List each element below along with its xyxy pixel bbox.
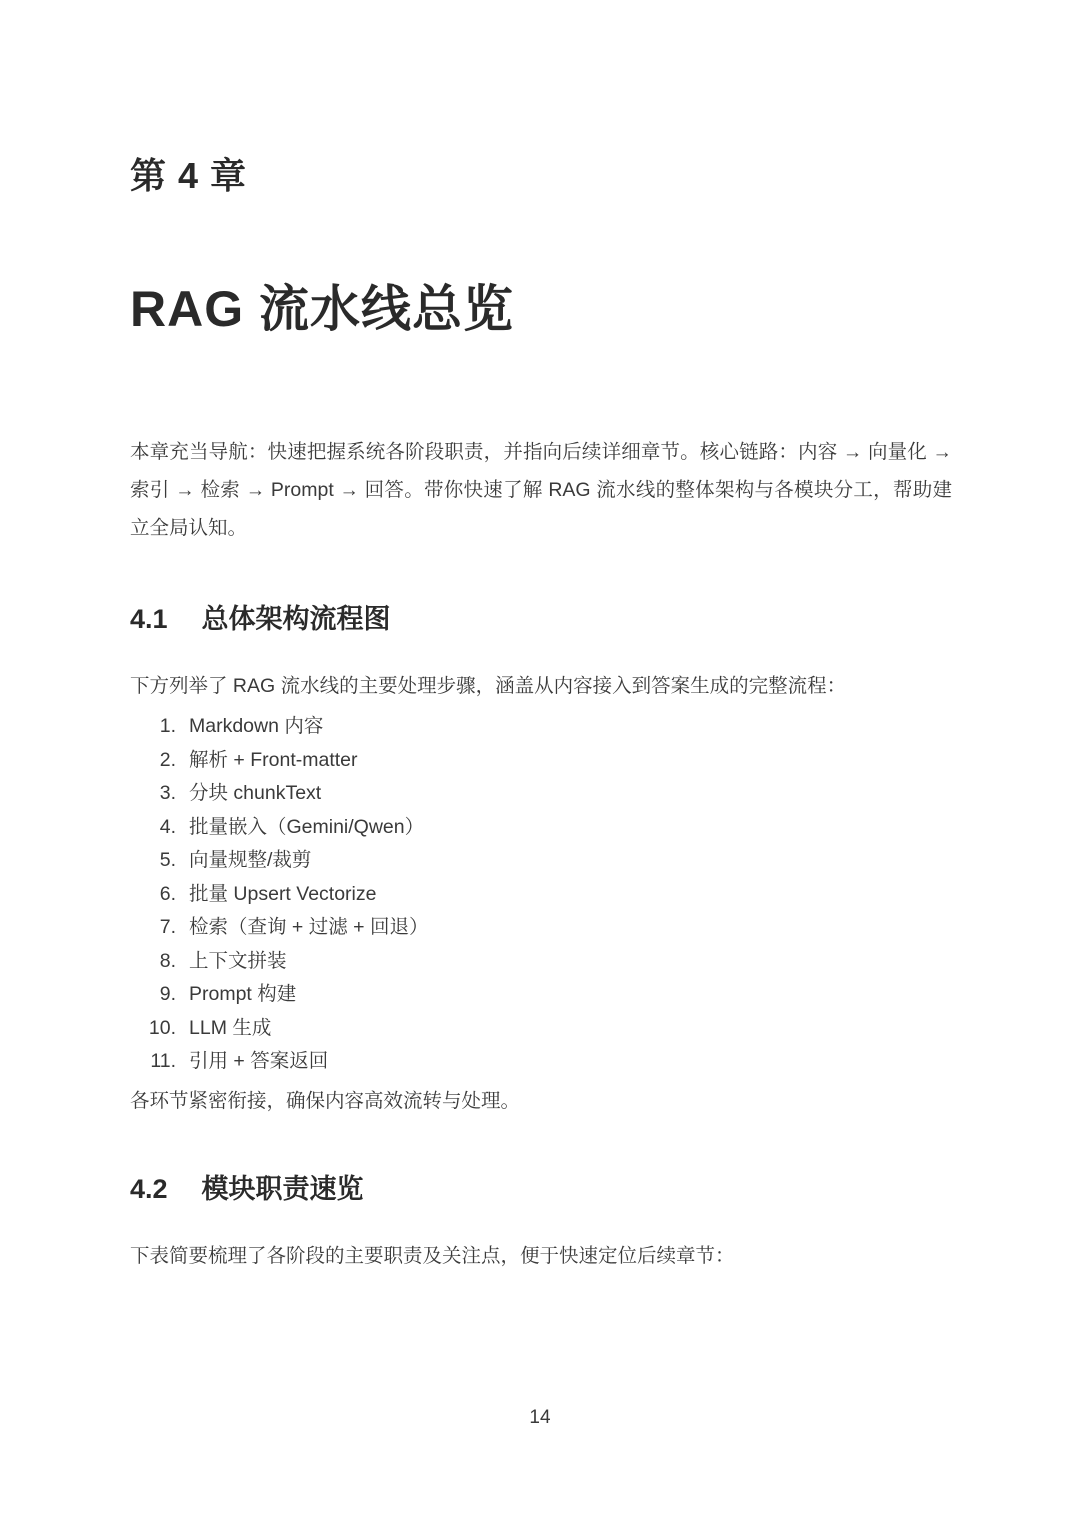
list-item: [130, 978, 952, 1012]
list-item-text: 检索（查询 + 过滤 + 回退）: [189, 916, 429, 938]
section-4-1-title: 总体架构流程图: [201, 604, 391, 634]
list-item: [130, 811, 952, 845]
list-item-number: 2.: [159, 748, 176, 771]
list-item-number: 9.: [159, 983, 176, 1005]
list-item-text: 引用 + 答案返回: [189, 1050, 329, 1072]
list-item-text: Markdown 内容: [189, 715, 324, 737]
list-item-number: 6.: [159, 882, 176, 905]
section-4-1-outro-paragraph: 各环节紧密衔接，确保内容高效流转与处理。: [130, 1089, 521, 1112]
list-item: [130, 945, 952, 979]
list-item: [130, 911, 952, 945]
list-item-number: 7.: [159, 916, 176, 938]
list-item: [130, 844, 952, 878]
list-item: [130, 777, 952, 811]
section-4-2-heading: [130, 1167, 952, 1206]
section-4-1-heading: [130, 597, 952, 636]
list-item-number: 8.: [159, 949, 176, 972]
section-4-2-number: 4.2: [130, 1173, 168, 1204]
list-item-text: Prompt 构建: [189, 983, 297, 1005]
list-item-text: 分块 chunkText: [189, 782, 322, 804]
list-item: [130, 744, 952, 778]
list-item: [130, 878, 952, 912]
list-item: [130, 710, 952, 744]
list-item-text: 批量嵌入（Gemini/Qwen）: [189, 815, 425, 838]
list-item-text: 上下文拼装: [189, 949, 287, 972]
section-4-2-title: 模块职责速览: [201, 1173, 364, 1204]
list-item-number: 1.: [159, 715, 176, 737]
section-4-1-number: 4.1: [130, 604, 168, 634]
chapter-intro-paragraph: 本章充当导航：快速把握系统各阶段职责，并指向后续详细章节。核心链路：内容 → 向量化 → 索引 → 检索 → Prompt → 回答。带你快速了解 RAG 流水线的整体架构与各模块分工，帮助建立全局认知。: [130, 441, 952, 539]
list-item-text: 解析 + Front-matter: [189, 748, 358, 771]
chapter-label: 第 4 章: [130, 155, 248, 196]
list-item-number: 10.: [148, 1016, 176, 1039]
list-item-text: 批量 Upsert Vectorize: [189, 882, 377, 905]
list-item-number: 11.: [150, 1050, 176, 1072]
chapter-title: RAG 流水线总览: [130, 281, 514, 337]
list-item: [130, 1045, 952, 1079]
list-item-number: 5.: [159, 849, 176, 871]
list-item-text: LLM 生成: [189, 1016, 272, 1039]
page-number: 14: [529, 1407, 551, 1428]
section-4-1-lead-paragraph: 下方列举了 RAG 流水线的主要处理步骤，涵盖从内容接入到答案生成的完整流程：: [130, 675, 847, 697]
list-item-text: 向量规整/裁剪: [189, 849, 312, 871]
list-item: [130, 1012, 952, 1046]
list-item-number: 3.: [159, 782, 176, 804]
section-4-2-lead-paragraph: 下表简要梳理了各阶段的主要职责及关注点，便于快速定位后续章节：: [130, 1244, 735, 1267]
pipeline-steps-list: [130, 710, 952, 1079]
list-item-number: 4.: [159, 815, 176, 838]
